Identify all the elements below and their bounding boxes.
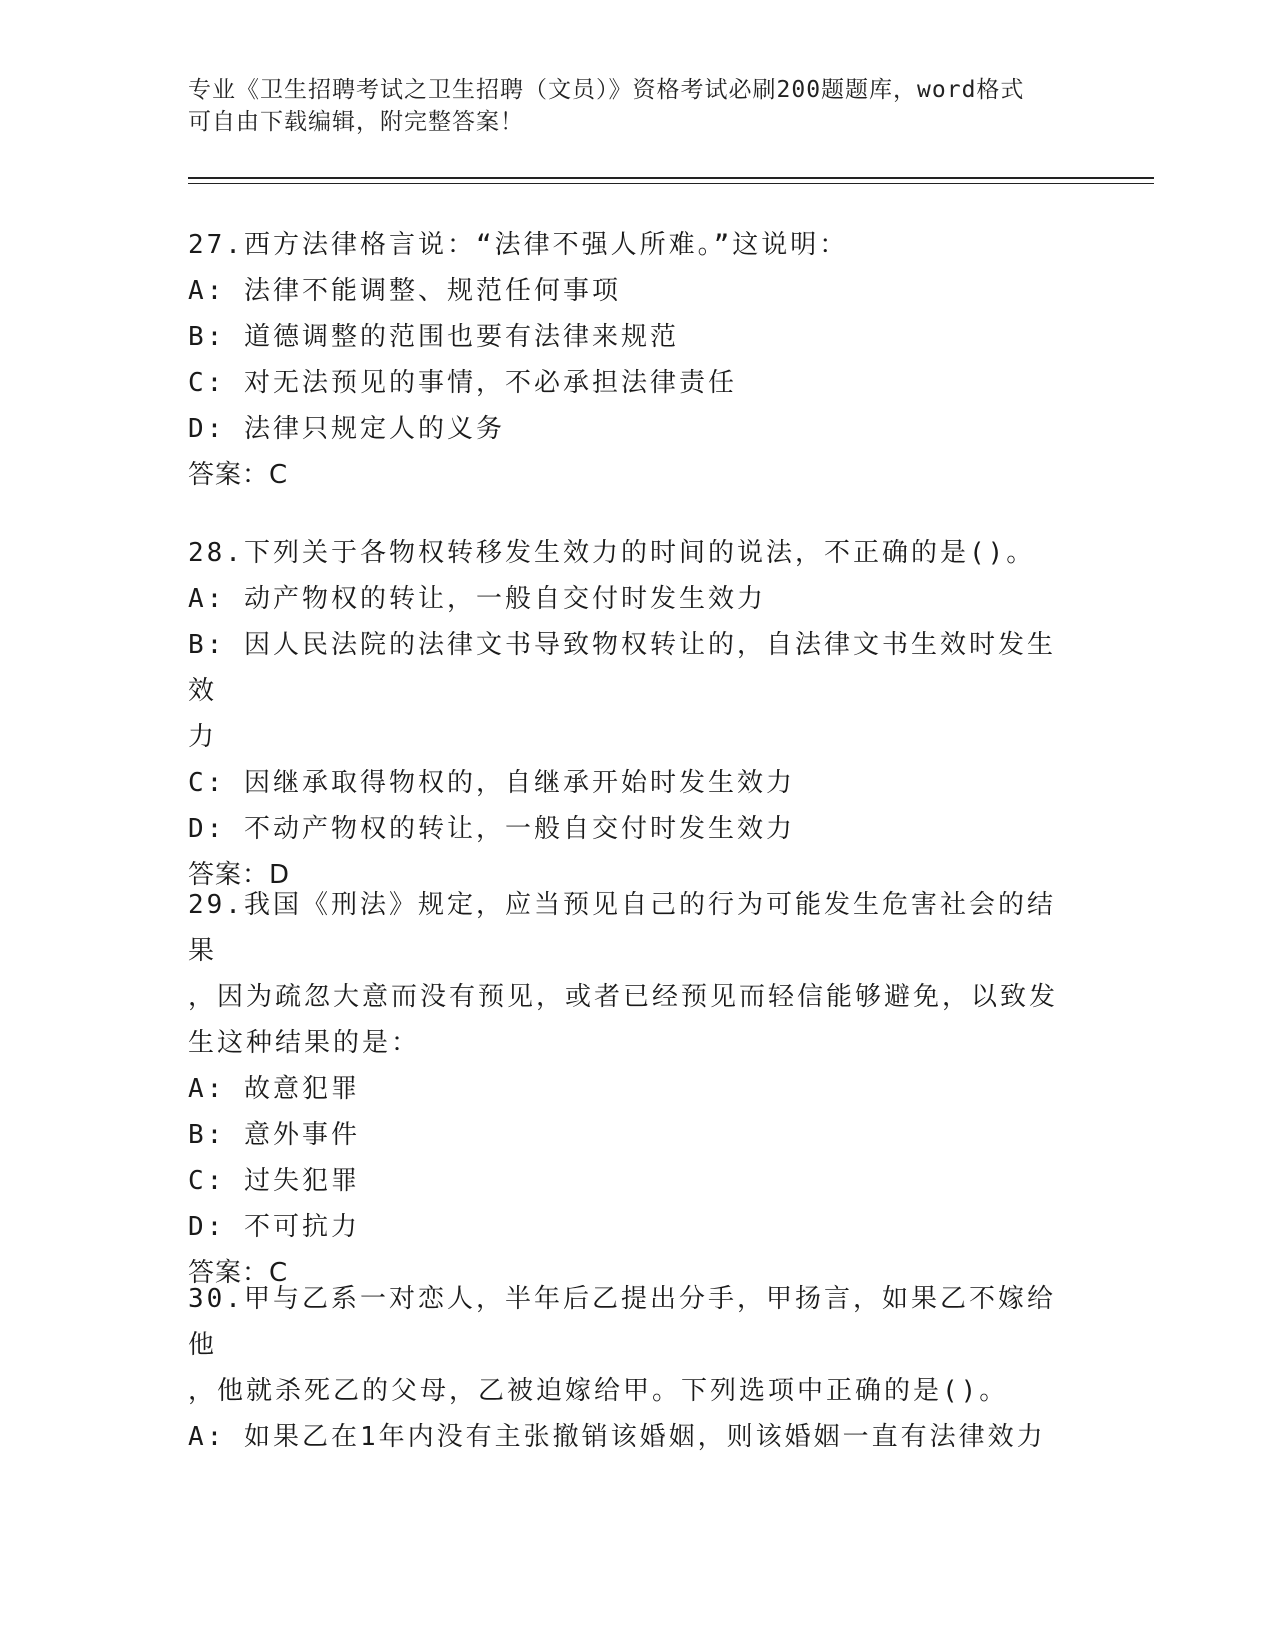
question-stem: ，因为疏忽大意而没有预见，或者已经预见而轻信能够避免，以致发 bbox=[188, 982, 1059, 1012]
question-stem: 30.甲与乙系一对恋人，半年后乙提出分手，甲扬言，如果乙不嫁给他 bbox=[188, 1284, 1056, 1360]
document-header bbox=[188, 74, 1088, 138]
option-a: A: 动产物权的转让，一般自交付时发生效力 bbox=[188, 584, 766, 614]
question-30 bbox=[188, 1276, 1078, 1460]
option-a: A: 故意犯罪 bbox=[188, 1074, 360, 1104]
option-b: B: 因人民法院的法律文书导致物权转让的，自法律文书生效时发生效 bbox=[188, 630, 1056, 706]
option-b: B: 道德调整的范围也要有法律来规范 bbox=[188, 322, 679, 352]
question-29 bbox=[188, 882, 1078, 1296]
option-b: B: 意外事件 bbox=[188, 1120, 360, 1150]
option-a: A: 如果乙在1年内没有主张撤销该婚姻，则该婚姻一直有法律效力 bbox=[188, 1422, 1046, 1452]
option-c: C: 因继承取得物权的，自继承开始时发生效力 bbox=[188, 768, 795, 798]
question-stem: 生这种结果的是： bbox=[188, 1028, 421, 1058]
question-28 bbox=[188, 530, 1078, 898]
header-divider bbox=[188, 183, 1154, 184]
option-d: D: 不动产物权的转让，一般自交付时发生效力 bbox=[188, 814, 795, 844]
option-d: D: 法律只规定人的义务 bbox=[188, 414, 505, 444]
option-c: C: 过失犯罪 bbox=[188, 1166, 360, 1196]
question-stem: 28.下列关于各物权转移发生效力的时间的说法，不正确的是()。 bbox=[188, 538, 1036, 568]
question-stem: ，他就杀死乙的父母，乙被迫嫁给甲。下列选项中正确的是()。 bbox=[188, 1376, 1009, 1406]
option-c: C: 对无法预见的事情，不必承担法律责任 bbox=[188, 368, 737, 398]
option-b-continued: 力 bbox=[188, 722, 218, 752]
question-stem: 29.我国《刑法》规定，应当预见自己的行为可能发生危害社会的结果 bbox=[188, 890, 1056, 966]
header-line: 专业《卫生招聘考试之卫生招聘（文员）》资格考试必刷200题题库，word格式 bbox=[188, 77, 1025, 103]
answer: 答案：C bbox=[188, 460, 289, 490]
header-divider bbox=[188, 177, 1154, 179]
option-a: A: 法律不能调整、规范任何事项 bbox=[188, 276, 621, 306]
answer: 答案：D bbox=[188, 860, 291, 890]
header-line: 可自由下载编辑，附完整答案！ bbox=[188, 109, 524, 135]
answer: 答案：C bbox=[188, 1258, 289, 1288]
question-stem: 27.西方法律格言说：“法律不强人所难。”这说明： bbox=[188, 230, 849, 260]
option-d: D: 不可抗力 bbox=[188, 1212, 360, 1242]
question-27 bbox=[188, 222, 1078, 498]
